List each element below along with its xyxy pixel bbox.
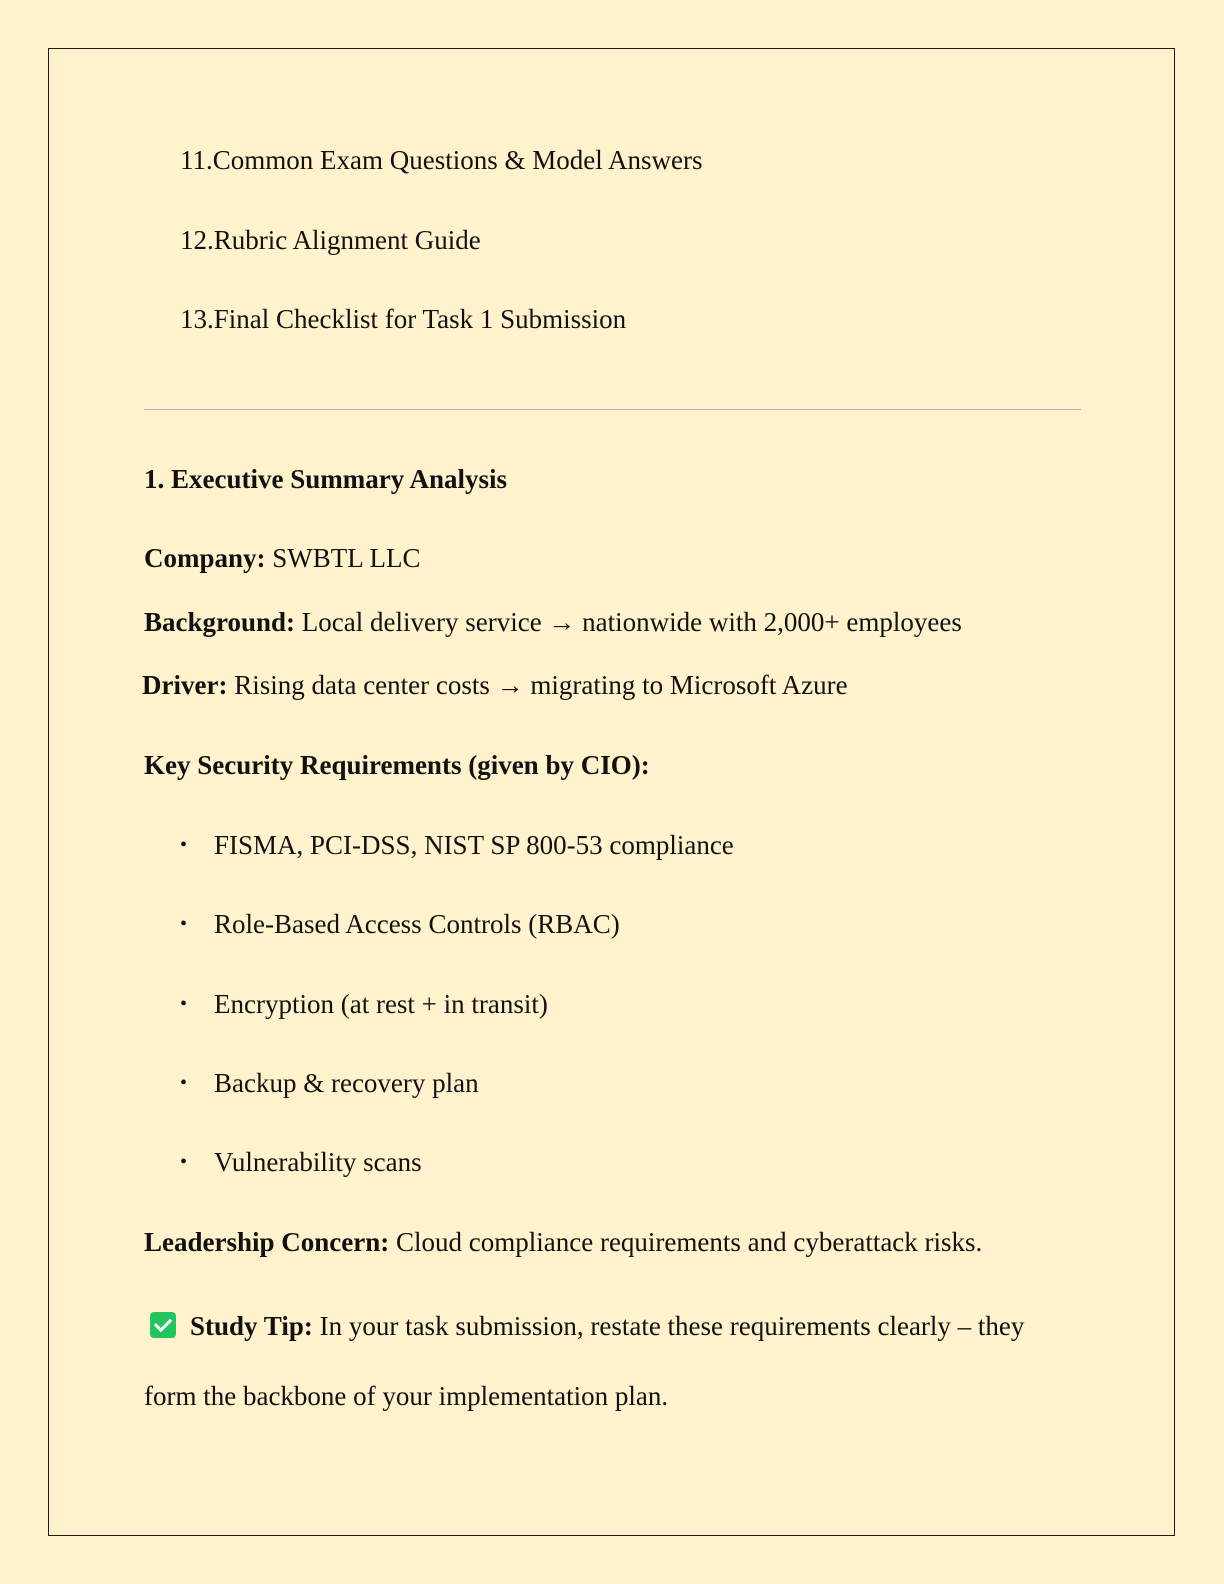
study-tip-line xyxy=(144,1310,1024,1342)
study-tip-text: In your task submission, restate these requirements clearly – they xyxy=(312,1311,1025,1341)
requirement-item xyxy=(180,988,548,1020)
driver-value: Rising data center costs → migrating to Microsoft Azure xyxy=(227,670,848,700)
requirement-item xyxy=(180,1146,422,1178)
section-divider xyxy=(144,409,1081,410)
bullet-icon: • xyxy=(180,1151,188,1173)
background-value: Local delivery service → nationwide with 2,000+ employees xyxy=(295,607,962,637)
toc-item-number: 13. xyxy=(180,304,214,334)
bullet-icon: • xyxy=(180,993,188,1015)
toc-item-text: Common Exam Questions & Model Answers xyxy=(212,145,703,175)
background-label: Background: xyxy=(144,607,296,637)
check-box-icon xyxy=(150,1312,176,1338)
company-label: Company: xyxy=(144,543,266,573)
requirement-item xyxy=(180,829,734,861)
requirement-text: Role-Based Access Controls (RBAC) xyxy=(214,909,620,939)
concern-label: Leadership Concern: xyxy=(144,1227,390,1257)
toc-item-number: 12. xyxy=(180,225,214,255)
toc-item-13 xyxy=(180,303,626,335)
concern-value: Cloud compliance requirements and cyberattack risks. xyxy=(389,1227,983,1257)
requirement-text: Encryption (at rest + in transit) xyxy=(214,989,548,1019)
requirements-heading: Key Security Requirements (given by CIO): xyxy=(144,750,650,780)
requirement-text: Backup & recovery plan xyxy=(214,1068,479,1098)
study-tip-label: Study Tip: xyxy=(190,1311,313,1341)
bullet-icon: • xyxy=(180,913,188,935)
toc-item-text: Rubric Alignment Guide xyxy=(213,225,481,255)
toc-item-text: Final Checklist for Task 1 Submission xyxy=(213,304,627,334)
company-line xyxy=(144,542,421,574)
section-heading: 1. Executive Summary Analysis xyxy=(144,464,508,494)
background-line xyxy=(144,606,962,638)
company-value: SWBTL LLC xyxy=(265,543,421,573)
requirement-text: FISMA, PCI-DSS, NIST SP 800-53 compliance xyxy=(214,830,734,860)
concern-line xyxy=(144,1226,982,1258)
study-tip-line-2: form the backbone of your implementation plan. xyxy=(144,1381,669,1411)
driver-line xyxy=(142,669,848,701)
toc-item-12 xyxy=(180,224,481,256)
requirement-text: Vulnerability scans xyxy=(214,1147,422,1177)
requirement-item xyxy=(180,908,620,940)
toc-item-11 xyxy=(180,144,702,176)
bullet-icon: • xyxy=(180,834,188,856)
driver-label: Driver: xyxy=(142,670,228,700)
toc-item-number: 11. xyxy=(180,145,213,175)
requirement-item xyxy=(180,1067,479,1099)
bullet-icon: • xyxy=(180,1072,188,1094)
